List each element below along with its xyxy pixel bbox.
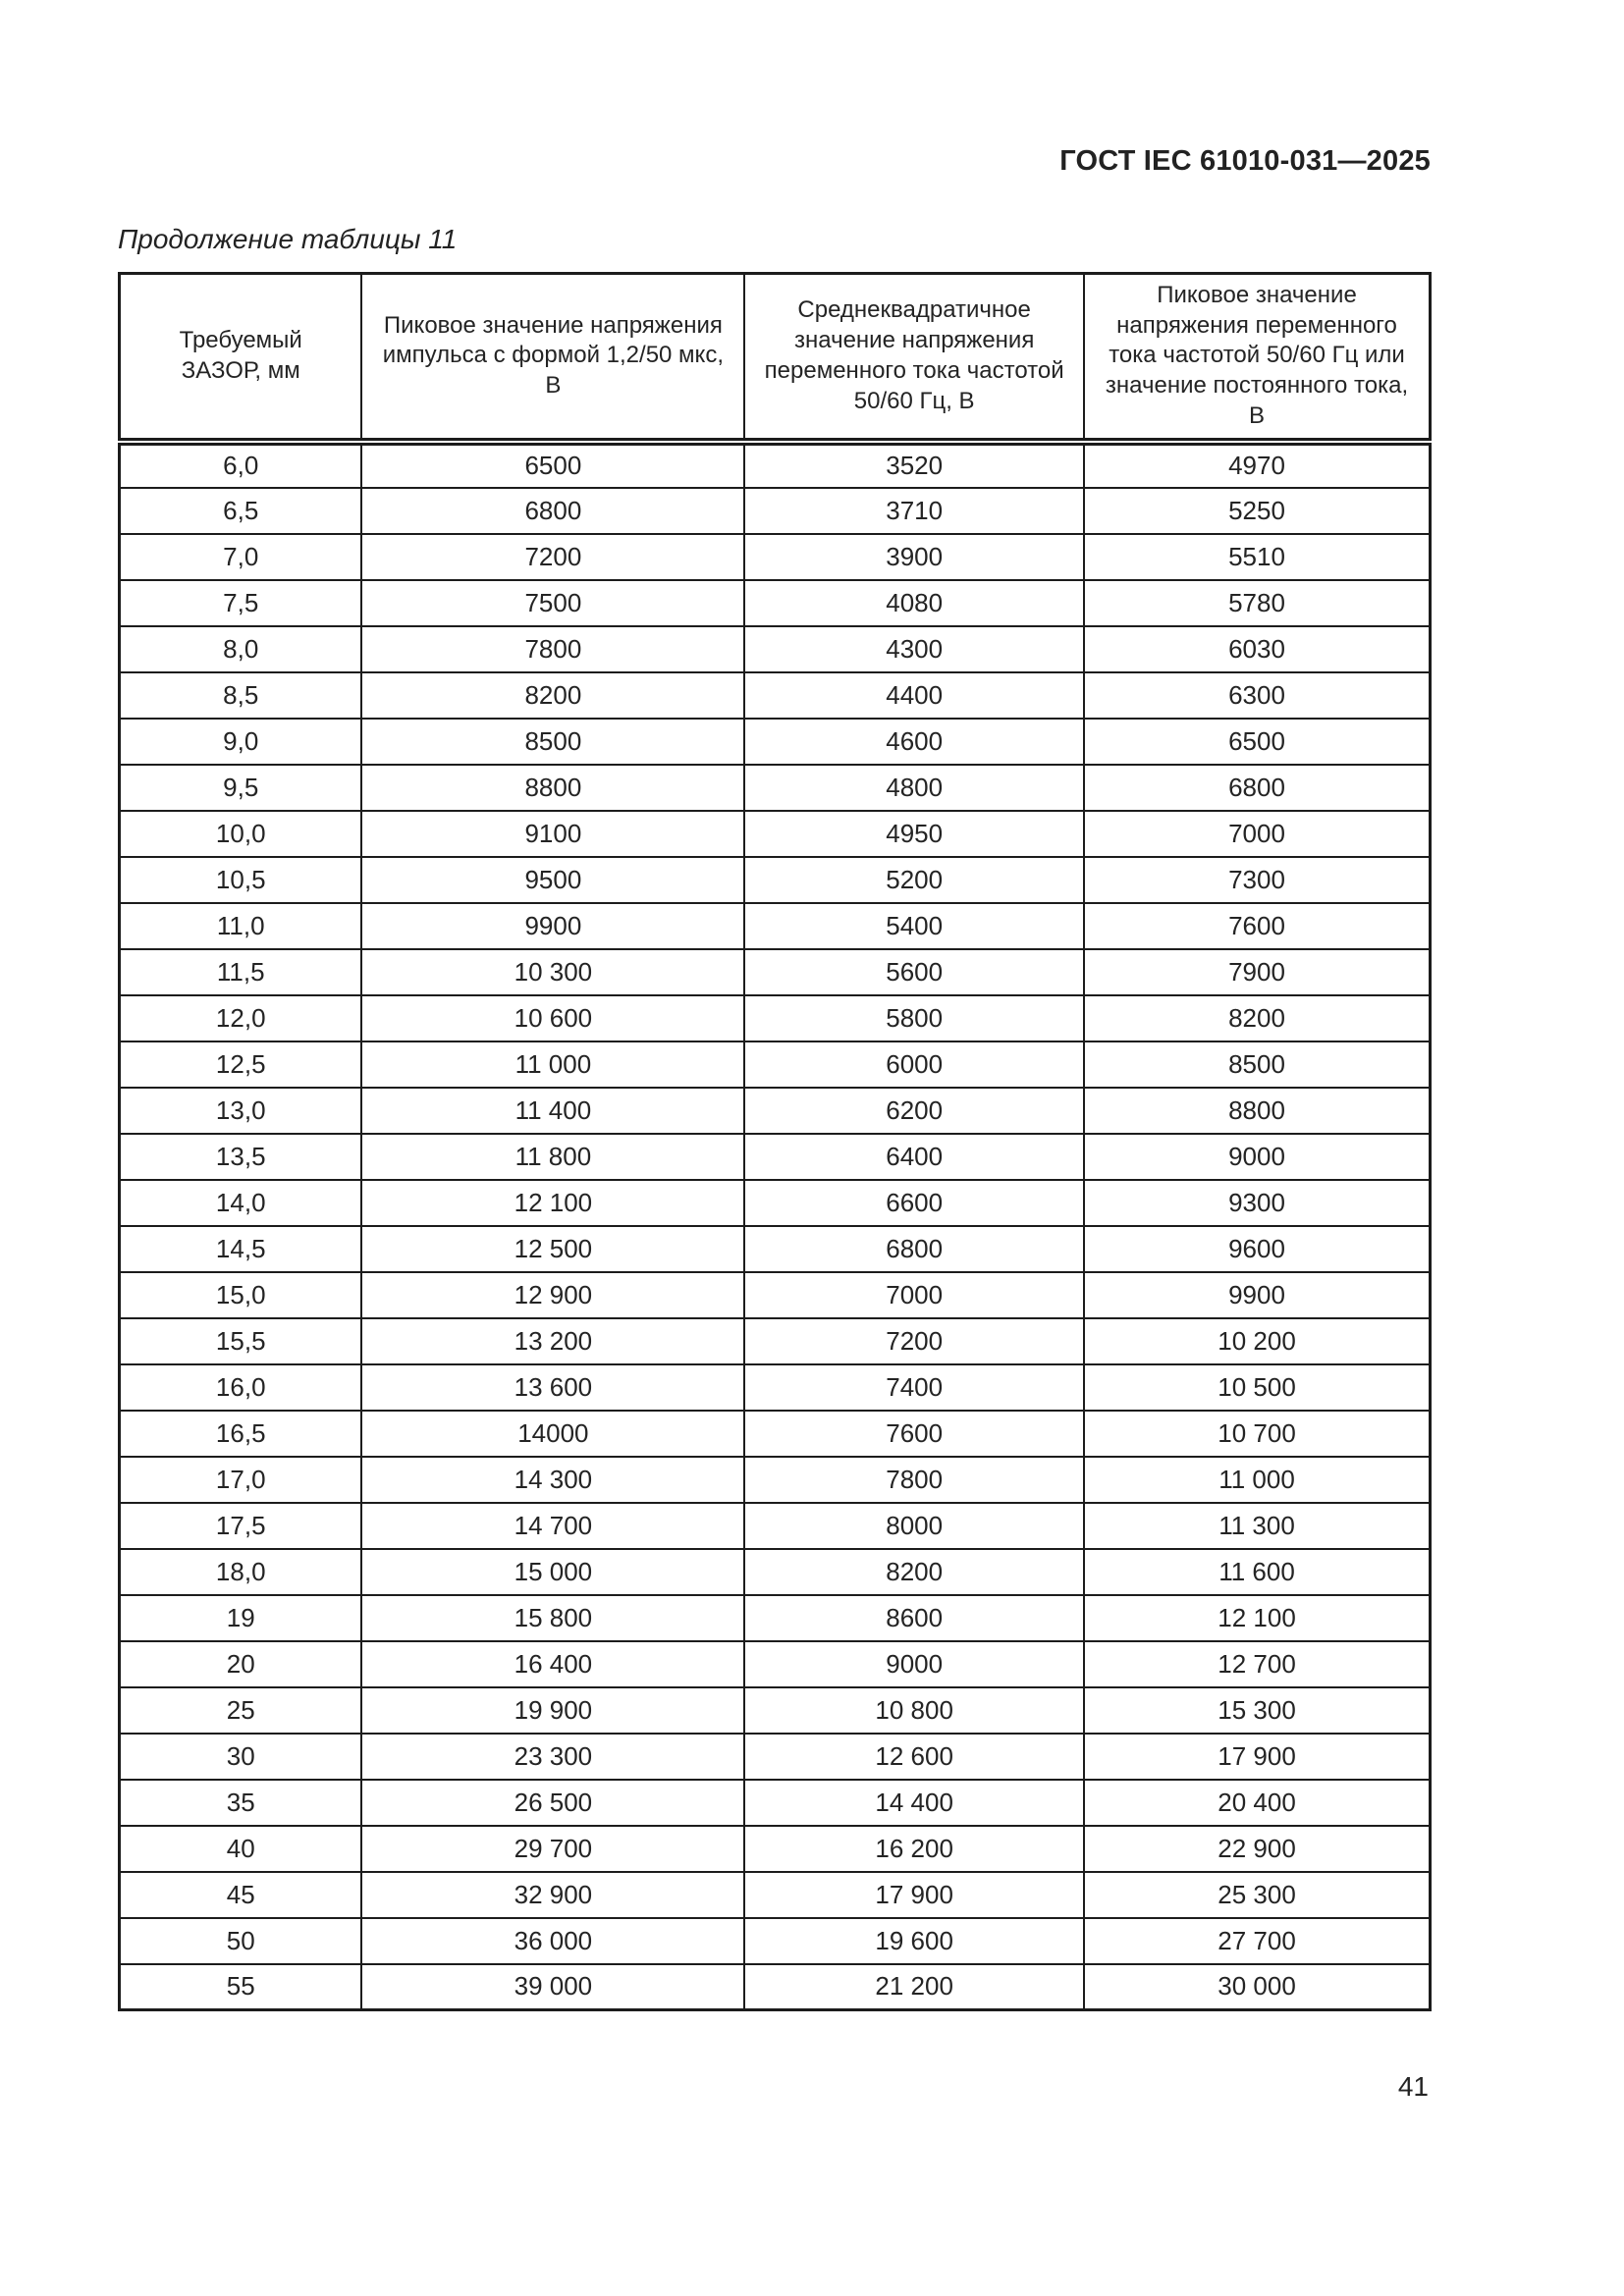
table-row [120, 534, 1431, 580]
table-cell: 6,5 [120, 488, 362, 534]
table-cell: 19 900 [361, 1687, 744, 1734]
table-cell: 15 300 [1084, 1687, 1430, 1734]
table-cell: 7300 [1084, 857, 1430, 903]
table-cell: 14000 [361, 1411, 744, 1457]
table-cell: 13 200 [361, 1318, 744, 1364]
table-cell: 7500 [361, 580, 744, 626]
table-cell: 8,5 [120, 672, 362, 719]
table-cell: 6500 [361, 442, 744, 488]
table-row [120, 1918, 1431, 1964]
table-row [120, 1734, 1431, 1780]
table-cell: 13 600 [361, 1364, 744, 1411]
table-cell: 25 [120, 1687, 362, 1734]
table-header [120, 274, 1431, 442]
table-cell: 17 900 [1084, 1734, 1430, 1780]
table-cell: 13,0 [120, 1088, 362, 1134]
table-cell: 4080 [744, 580, 1084, 626]
table-cell: 11 800 [361, 1134, 744, 1180]
table-cell: 11 600 [1084, 1549, 1430, 1595]
table-cell: 5200 [744, 857, 1084, 903]
table-cell: 40 [120, 1826, 362, 1872]
table-cell: 4300 [744, 626, 1084, 672]
table-row [120, 442, 1431, 488]
table-body [120, 442, 1431, 2010]
table-cell: 5250 [1084, 488, 1430, 534]
table-row [120, 1872, 1431, 1918]
table-cell: 14,0 [120, 1180, 362, 1226]
table-cell: 15 000 [361, 1549, 744, 1595]
table-row [120, 580, 1431, 626]
table-cell: 10,0 [120, 811, 362, 857]
table-cell: 16,0 [120, 1364, 362, 1411]
table-cell: 6800 [1084, 765, 1430, 811]
table-cell: 17 900 [744, 1872, 1084, 1918]
table-row [120, 1318, 1431, 1364]
table-cell: 15,5 [120, 1318, 362, 1364]
table-cell: 3710 [744, 488, 1084, 534]
table-cell: 36 000 [361, 1918, 744, 1964]
header-clearance: Требуемый ЗАЗОР, мм [120, 274, 362, 442]
table-cell: 45 [120, 1872, 362, 1918]
table-row [120, 672, 1431, 719]
table-cell: 35 [120, 1780, 362, 1826]
table-cell: 9000 [744, 1641, 1084, 1687]
table-cell: 7,0 [120, 534, 362, 580]
table-cell: 5780 [1084, 580, 1430, 626]
table-cell: 29 700 [361, 1826, 744, 1872]
table-cell: 26 500 [361, 1780, 744, 1826]
table-row [120, 1041, 1431, 1088]
table-cell: 3520 [744, 442, 1084, 488]
table-cell: 8600 [744, 1595, 1084, 1641]
table-cell: 12 100 [361, 1180, 744, 1226]
table-cell: 50 [120, 1918, 362, 1964]
header-impulse-peak-voltage: Пиковое значение напряжения импульса с формой 1,2/50 мкс, В [361, 274, 744, 442]
table-cell: 8200 [744, 1549, 1084, 1595]
table-row [120, 949, 1431, 995]
table-cell: 9000 [1084, 1134, 1430, 1180]
table-cell: 16,5 [120, 1411, 362, 1457]
table-cell: 8000 [744, 1503, 1084, 1549]
table-cell: 7600 [1084, 903, 1430, 949]
table-cell: 9500 [361, 857, 744, 903]
table-11-wrapper [118, 272, 1432, 2011]
table-cell: 16 400 [361, 1641, 744, 1687]
table-cell: 9100 [361, 811, 744, 857]
table-cell: 6200 [744, 1088, 1084, 1134]
table-cell: 6600 [744, 1180, 1084, 1226]
table-cell: 11 400 [361, 1088, 744, 1134]
table-row [120, 1272, 1431, 1318]
table-cell: 12 500 [361, 1226, 744, 1272]
table-cell: 14 300 [361, 1457, 744, 1503]
table-cell: 15 800 [361, 1595, 744, 1641]
table-continuation-caption: Продолжение таблицы 11 [118, 224, 458, 254]
table-cell: 6300 [1084, 672, 1430, 719]
table-row [120, 765, 1431, 811]
table-cell: 4400 [744, 672, 1084, 719]
table-cell: 9900 [361, 903, 744, 949]
table-cell: 8500 [1084, 1041, 1430, 1088]
table-row [120, 1826, 1431, 1872]
table-row [120, 1641, 1431, 1687]
table-row [120, 1687, 1431, 1734]
table-cell: 11 000 [1084, 1457, 1430, 1503]
table-cell: 32 900 [361, 1872, 744, 1918]
table-cell: 8200 [361, 672, 744, 719]
table-cell: 7400 [744, 1364, 1084, 1411]
table-cell: 22 900 [1084, 1826, 1430, 1872]
table-cell: 11,5 [120, 949, 362, 995]
table-cell: 11 000 [361, 1041, 744, 1088]
table-row [120, 1549, 1431, 1595]
table-cell: 7900 [1084, 949, 1430, 995]
table-cell: 20 400 [1084, 1780, 1430, 1826]
table-cell: 20 [120, 1641, 362, 1687]
table-cell: 9900 [1084, 1272, 1430, 1318]
table-cell: 7800 [744, 1457, 1084, 1503]
table-cell: 7600 [744, 1411, 1084, 1457]
table-cell: 11,0 [120, 903, 362, 949]
table-cell: 4600 [744, 719, 1084, 765]
table-cell: 7000 [744, 1272, 1084, 1318]
table-row [120, 1088, 1431, 1134]
table-cell: 8800 [1084, 1088, 1430, 1134]
page-number: 41 [1397, 2071, 1429, 2102]
table-cell: 16 200 [744, 1826, 1084, 1872]
table-cell: 8200 [1084, 995, 1430, 1041]
table-cell: 25 300 [1084, 1872, 1430, 1918]
table-cell: 10 600 [361, 995, 744, 1041]
table-cell: 21 200 [744, 1964, 1084, 2010]
table-cell: 19 [120, 1595, 362, 1641]
table-cell: 14 700 [361, 1503, 744, 1549]
table-cell: 19 600 [744, 1918, 1084, 1964]
table-cell: 4970 [1084, 442, 1430, 488]
table-row [120, 1180, 1431, 1226]
table-cell: 13,5 [120, 1134, 362, 1180]
header-ac-peak-or-dc-voltage: Пиковое значение напряжения переменного тока частотой 50/60 Гц или значение постоянного тока, В [1084, 274, 1430, 442]
table-cell: 55 [120, 1964, 362, 2010]
table-cell: 10 800 [744, 1687, 1084, 1734]
table-cell: 12,5 [120, 1041, 362, 1088]
table-row [120, 903, 1431, 949]
table-cell: 7,5 [120, 580, 362, 626]
table-cell: 10 200 [1084, 1318, 1430, 1364]
table-cell: 6400 [744, 1134, 1084, 1180]
table-cell: 5510 [1084, 534, 1430, 580]
table-cell: 12 600 [744, 1734, 1084, 1780]
table-cell: 6030 [1084, 626, 1430, 672]
table-cell: 15,0 [120, 1272, 362, 1318]
table-cell: 30 000 [1084, 1964, 1430, 2010]
table-cell: 6,0 [120, 442, 362, 488]
table-cell: 5400 [744, 903, 1084, 949]
table-cell: 27 700 [1084, 1918, 1430, 1964]
table-cell: 6800 [361, 488, 744, 534]
document-standard-number: ГОСТ IEC 61010-031—2025 [1059, 145, 1431, 177]
table-cell: 4800 [744, 765, 1084, 811]
table-header-row [120, 274, 1431, 442]
table-cell: 9300 [1084, 1180, 1430, 1226]
table-cell: 30 [120, 1734, 362, 1780]
table-cell: 7200 [744, 1318, 1084, 1364]
table-row [120, 719, 1431, 765]
table-cell: 5600 [744, 949, 1084, 995]
table-row [120, 1503, 1431, 1549]
table-cell: 17,5 [120, 1503, 362, 1549]
table-cell: 9600 [1084, 1226, 1430, 1272]
table-cell: 12 100 [1084, 1595, 1430, 1641]
table-cell: 23 300 [361, 1734, 744, 1780]
table-row [120, 1457, 1431, 1503]
table-cell: 5800 [744, 995, 1084, 1041]
table-cell: 10 300 [361, 949, 744, 995]
table-cell: 9,5 [120, 765, 362, 811]
table-cell: 10 700 [1084, 1411, 1430, 1457]
table-cell: 10 500 [1084, 1364, 1430, 1411]
table-row [120, 1595, 1431, 1641]
table-row [120, 857, 1431, 903]
table-cell: 7200 [361, 534, 744, 580]
table-cell: 3900 [744, 534, 1084, 580]
table-row [120, 626, 1431, 672]
table-cell: 12 900 [361, 1272, 744, 1318]
table-cell: 8500 [361, 719, 744, 765]
table-cell: 14,5 [120, 1226, 362, 1272]
table-cell: 10,5 [120, 857, 362, 903]
table-cell: 18,0 [120, 1549, 362, 1595]
table-cell: 6500 [1084, 719, 1430, 765]
table-cell: 7800 [361, 626, 744, 672]
table-row [120, 1780, 1431, 1826]
table-row [120, 488, 1431, 534]
table-cell: 17,0 [120, 1457, 362, 1503]
table-row [120, 1964, 1431, 2010]
table-row [120, 811, 1431, 857]
table-cell: 6800 [744, 1226, 1084, 1272]
table-cell: 8800 [361, 765, 744, 811]
table-cell: 12 700 [1084, 1641, 1430, 1687]
table-row [120, 1364, 1431, 1411]
header-rms-ac-voltage: Среднеквадратичное значение напряжения переменного тока частотой 50/60 Гц, В [744, 274, 1084, 442]
table-cell: 39 000 [361, 1964, 744, 2010]
table-cell: 4950 [744, 811, 1084, 857]
table-row [120, 1226, 1431, 1272]
table-cell: 8,0 [120, 626, 362, 672]
table-11-continuation [118, 272, 1432, 2011]
table-row [120, 1134, 1431, 1180]
table-cell: 12,0 [120, 995, 362, 1041]
table-cell: 9,0 [120, 719, 362, 765]
table-row [120, 995, 1431, 1041]
table-cell: 7000 [1084, 811, 1430, 857]
table-cell: 11 300 [1084, 1503, 1430, 1549]
table-cell: 14 400 [744, 1780, 1084, 1826]
table-row [120, 1411, 1431, 1457]
table-cell: 6000 [744, 1041, 1084, 1088]
